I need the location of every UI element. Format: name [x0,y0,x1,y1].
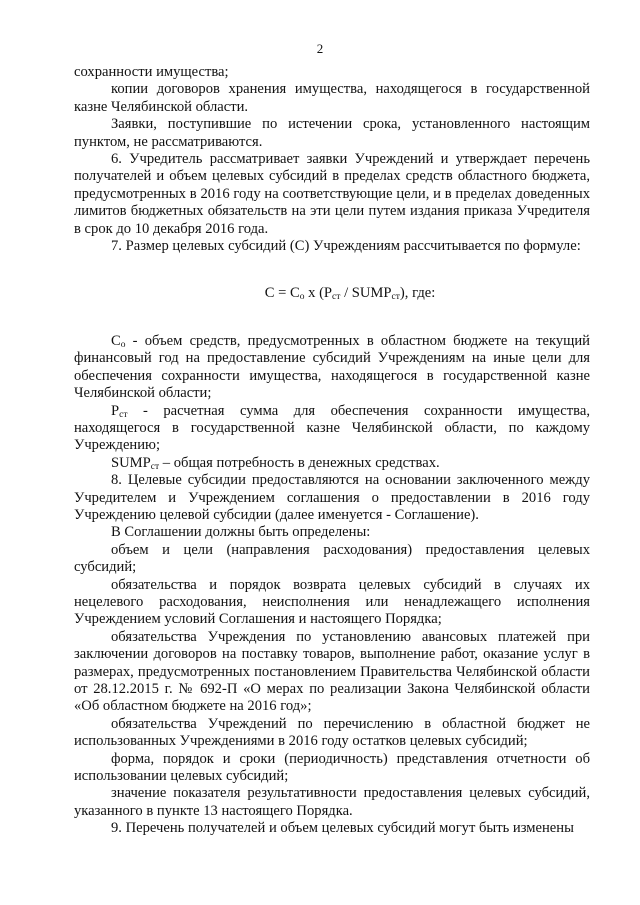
paragraph: сохранности имущества; [74,64,229,80]
definition-c0: $С_о$ - объем средств, предусмотренных в областном бюджете на текущий финансовый год на предоставление субсидий Учреждениям на иные цели для обеспечения сохранности имущества, находящегося в государственной казне Челябинской области; [74,332,590,402]
paragraph-item-7: 7. Размер целевых субсидий (С) Учреждениям рассчитывается по формуле: [111,238,581,255]
page-number: 2 [316,41,324,56]
list-item: значение показателя результативности предоставления целевых субсидий, указанного в пункте 13 настоящего Порядка. [74,785,590,819]
paragraph-item-8: 8. Целевые субсидии предоставляются на основании заключенного между Учредителем и Учреждением соглашения о предоставлении в 2016 году Учреждению целевой субсидии (далее именуется - Соглашение). [74,472,590,523]
paragraph-item-6: 6. Учредитель рассматривает заявки Учреждений и утверждает перечень получателей и объем целевых субсидий в пределах средств областного бюджета, предусмотренных в 2016 году на соответствующие цели, и в пределах доведенных лимитов бюджетных обязательств на эти цели путем издания приказа Учредителя в срок до 10 декабря 2016 года. [74,151,590,237]
list-item: обязательства и порядок возврата целевых субсидий в случаях их нецелевого расходования, неисполнения или ненадлежащего исполнения Учреждением условий Соглашения и настоящего Порядка; [74,576,590,628]
paragraph: Заявки, поступившие по истечении срока, установленного настоящим пунктом, не рассматриваются. [74,116,590,150]
definition-pst: $Р_{ст}$ - расчетная сумма для обеспечения сохранности имущества, находящегося в государственной казне Челябинской области, по каждому Учреждению; [74,402,590,454]
paragraph: копии договоров хранения имущества, находящегося в государственной казне Челябинской области. [74,81,590,115]
definition-sumpst: $SUMP_{ст}$ – общая потребность в денежных средствах. [111,454,440,472]
list-item: обязательства Учреждений по перечислению в областной бюджет не использованных Учреждениями в 2016 году остатков целевых субсидий; [74,715,590,750]
paragraph: В Соглашении должны быть определены: [111,524,371,541]
list-item: форма, порядок и сроки (периодичность) представления отчетности об использовании целевых субсидий; [74,750,590,785]
list-item: объем и цели (направления расходования) предоставления целевых субсидий; [74,541,590,576]
paragraph-item-9: 9. Перечень получателей и объем целевых субсидий могут быть изменены [111,820,574,837]
formula: $С = С_о$ х ($Р_{ст}$ / $SUMP_{ст}$), где: [264,285,436,303]
list-item: обязательства Учреждения по установлению авансовых платежей при заключении договоров на поставку товаров, выполнение работ, оказание услуг в размерах, предусмотренных постановлением Правительства Челябинской области от 28.12.2015 г. № 692-П «О мерах по реализации Закона Челябинской области «Об областном бюджете на 2016 год»; [74,628,590,715]
document-body [74,64,590,838]
